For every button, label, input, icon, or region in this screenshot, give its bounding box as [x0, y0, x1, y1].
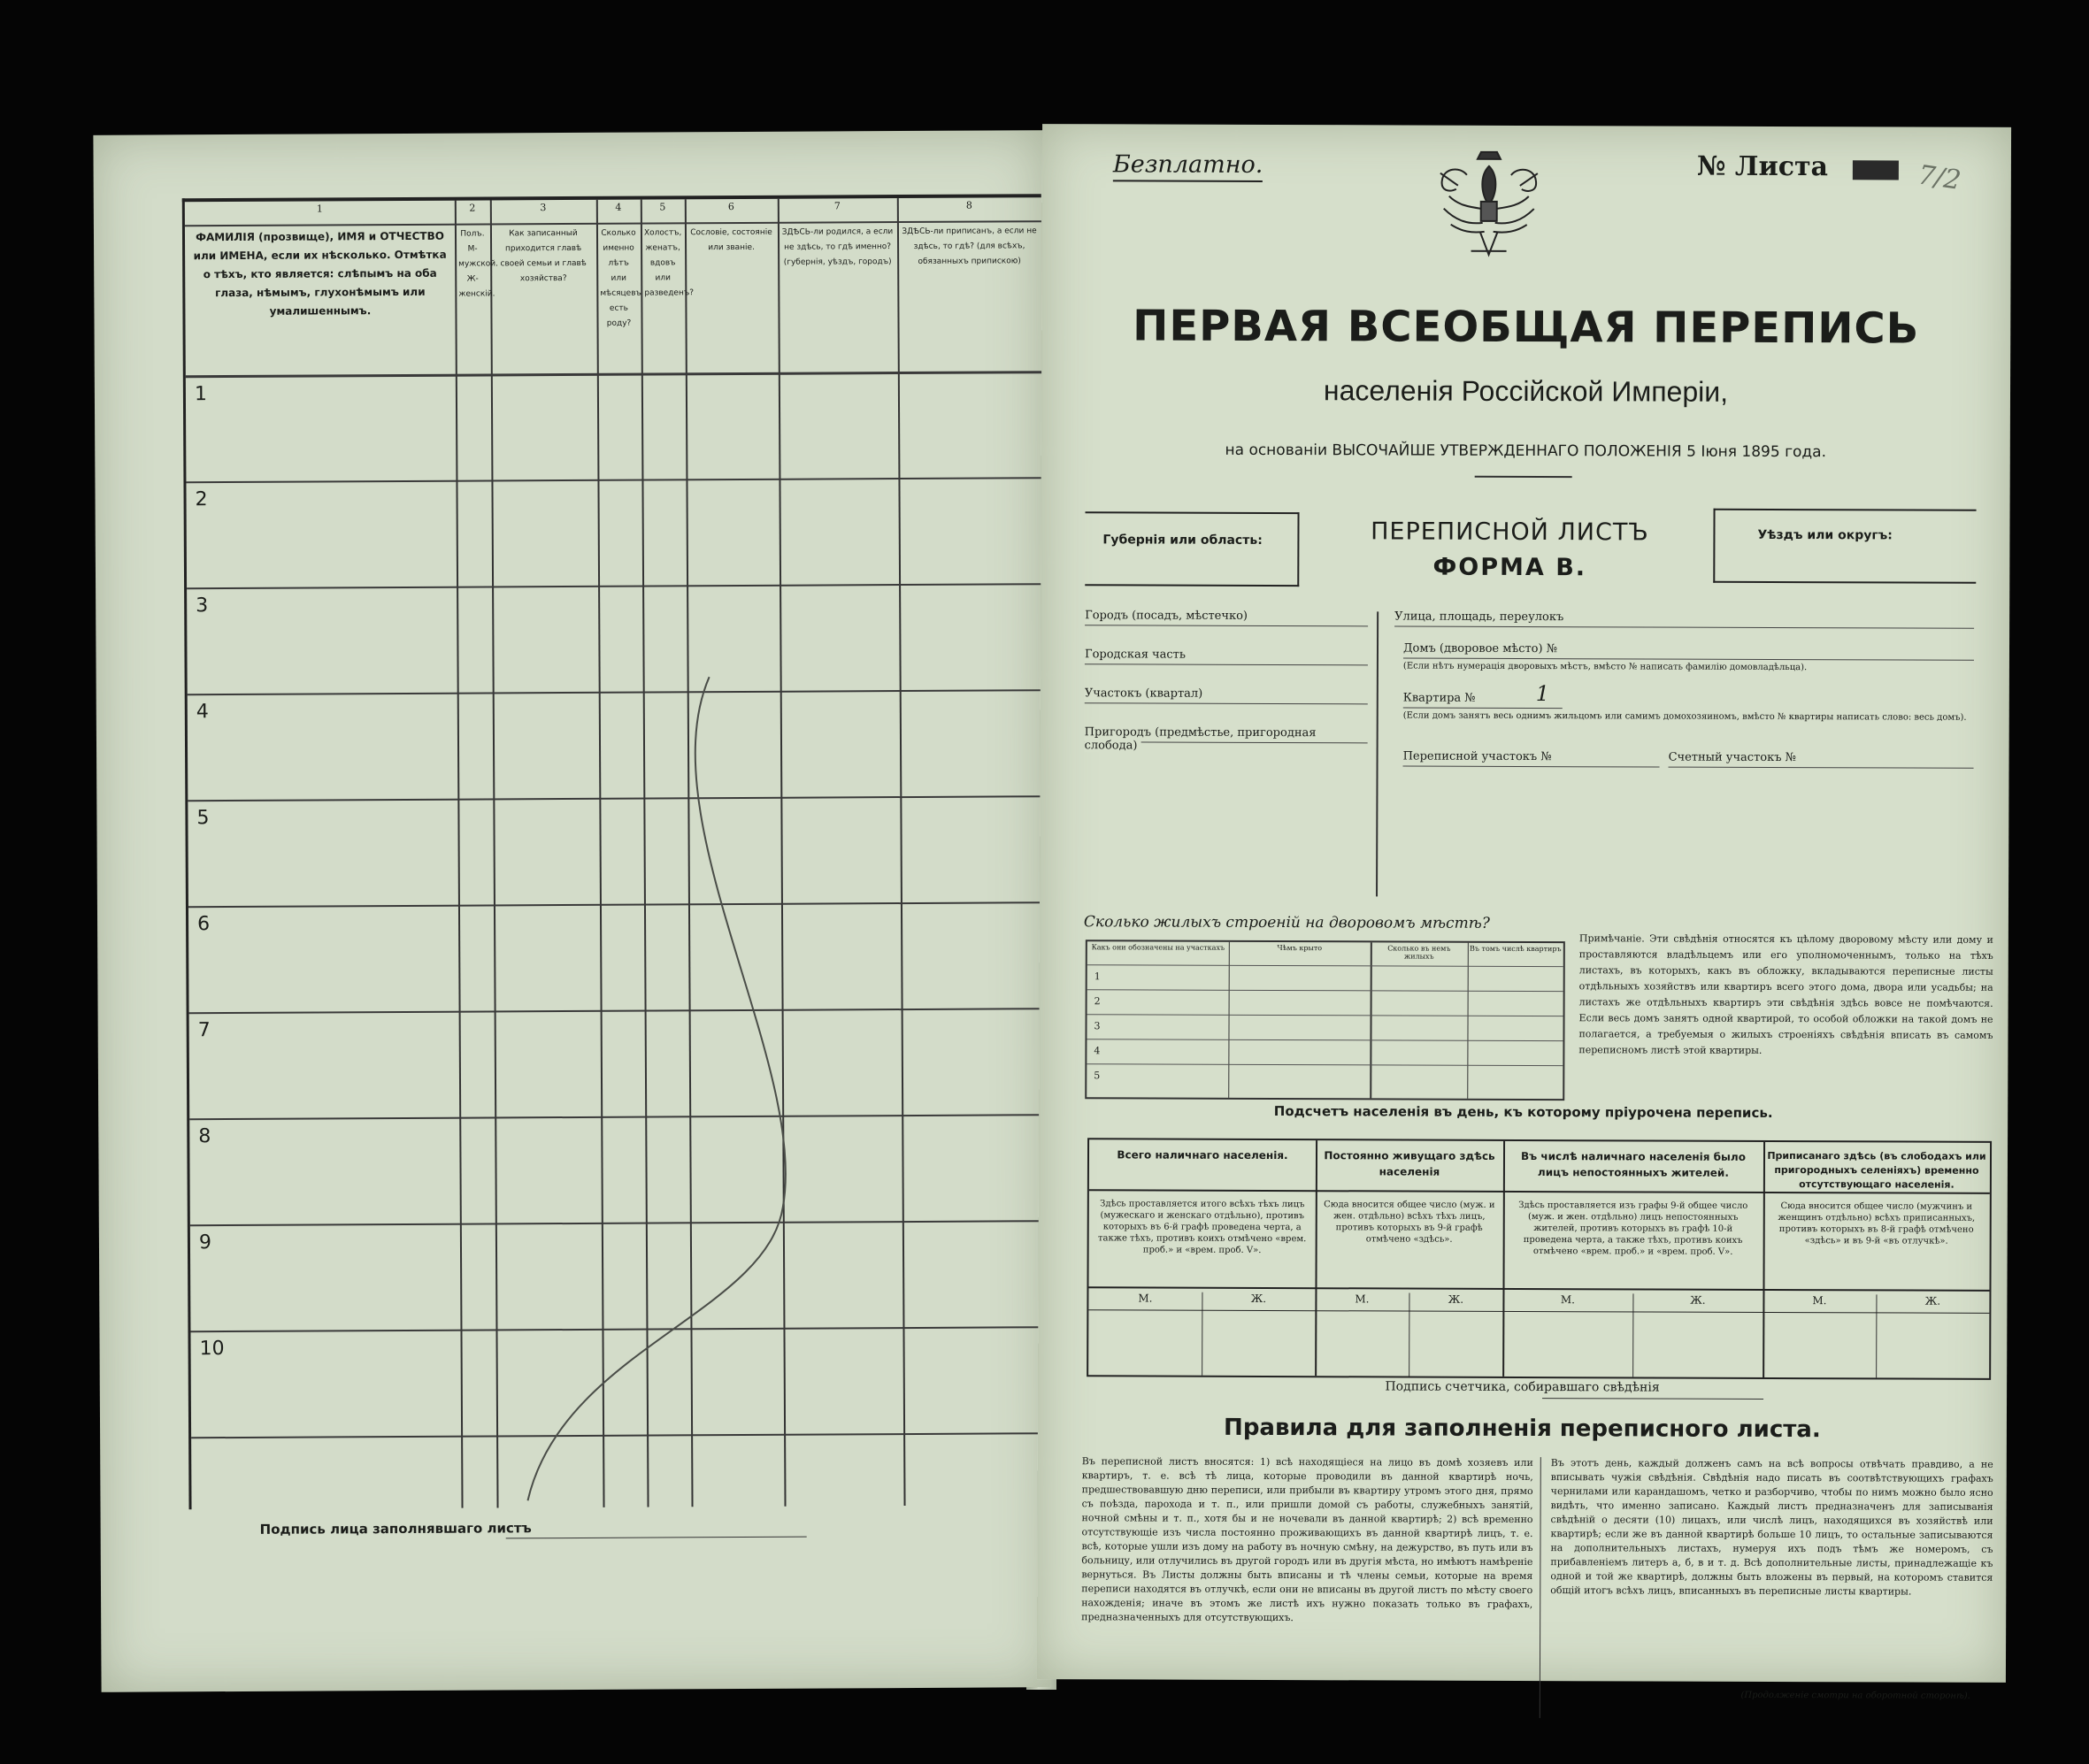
double-headed-eagle-icon [1432, 147, 1547, 266]
field-label: Участокъ (квартал) [1085, 686, 1206, 700]
column-header: ЗДѢСЬ-ли приписанъ, а если не здѣсь, то гдѣ? (для всѣхъ, обязанныхъ припискою) [902, 226, 1037, 266]
column-header: Как записанный приходится главѣ своей семьи и главѣ хозяйства? [500, 228, 587, 284]
column-number: 5 [659, 201, 666, 213]
field-street [1394, 610, 1974, 625]
population-column [1315, 1140, 1505, 1377]
male-label: М. [1812, 1294, 1827, 1308]
population-column [1088, 1139, 1317, 1376]
column-number: 3 [540, 202, 547, 214]
female-label: Ж. [1448, 1292, 1464, 1306]
field-label: Городская часть [1085, 648, 1189, 661]
row-number: 7 [197, 1019, 211, 1042]
divider [1376, 611, 1379, 896]
handwritten-sheet-number: 7/2 [1916, 159, 1963, 196]
row-number: 4 [196, 701, 209, 724]
female-label: Ж. [1690, 1293, 1706, 1307]
field-city-part [1085, 648, 1368, 662]
uezd-label: Уѣздъ или округъ: [1757, 527, 1893, 543]
column-header: ЗДѢСЬ-ли родился, а если не здѣсь, то гдѣ именно? (губернія, уѣздъ, городъ) [781, 227, 894, 267]
buildings-row-number: 2 [1094, 995, 1101, 1008]
field-label: Улица, площадь, переулокъ [1394, 610, 1567, 624]
signature-line [1542, 1398, 1763, 1400]
row-number: 1 [194, 383, 208, 406]
column-number: 1 [316, 203, 323, 215]
signature-label: Подпись лица заполнявшаго листъ [259, 1520, 532, 1538]
divider [1475, 476, 1572, 478]
row-number: 9 [198, 1231, 212, 1254]
row-number: 8 [198, 1125, 211, 1148]
male-label: М. [1138, 1292, 1153, 1305]
divider [1876, 1294, 1877, 1377]
legal-basis: на основаніи ВЫСОЧАЙШЕ УТВЕРЖДЕННАГО ПОЛОЖЕНІЯ 5 Іюня 1895 года. [1225, 441, 1827, 462]
male-label: М. [1355, 1292, 1370, 1306]
column-header: Сколько именно лѣтъ или мѣсяцевъ есть роду? [600, 228, 641, 328]
population-column [1502, 1141, 1765, 1377]
rules-text-left: Въ переписной листъ вносятся: 1) всѣ находящіеся на лицо въ домѣ хозяевъ или квартиръ, т. е. всѣ тѣ лица, которые проводили въ данной квартирѣ ночь, предшествовавшую дню переписи, или прибыли въ квартиру утромъ этого дня, прямо съ поѣзда, парохода и т. п., или пришли домой съ работы, служебныхъ занятій, ночной смѣны и т. п., хотя бы и не ночевали въ данной квартирѣ; 2) всѣ временно отсутствующіе изъ числа постоянно проживающихъ въ данной квартирѣ лицъ, т. е. всѣ, которые ушли изъ дому на работу въ ночную смѣну, на дежурство, въ путь или въ больницу, или отлучились въ другой городъ или въ другія мѣста, но имѣютъ намѣреніе вернуться. Въ Листы должны быть вписаны и тѣ члены семьи, которые на время переписи находятся въ отлучкѣ, если они не вписаны въ другой листъ по мѣсту своего нахожденія; иначе въ этомъ же листѣ ихъ нужно показать только въ графахъ, предназначенныхъ для отсутствующихъ. [1081, 1455, 1533, 1624]
column-number: 8 [965, 199, 972, 211]
census-table [182, 194, 1048, 1509]
buildings-row-number: 5 [1094, 1070, 1101, 1082]
buildings-column-header: Чѣмъ крыто [1277, 944, 1323, 953]
population-column-description: Здѣсь проставляется итого всѣхъ тѣхъ лицъ (мужескаго и женскаго отдѣльно), противъ которыхъ въ 6-й графѣ проведена черта, а также тѣхъ, противъ коихъ отмѣчено «врем. проб.» и «врем. проб. V». [1097, 1199, 1307, 1255]
population-column-header: Постоянно живущаго здѣсь населенія [1324, 1149, 1495, 1178]
field-label: Пригородъ (предмѣстье, пригородная слобода) [1084, 725, 1317, 753]
population-column [1763, 1142, 1990, 1378]
field-census-district [1403, 750, 1660, 764]
signature-line [506, 1537, 807, 1539]
column-number: 6 [727, 201, 734, 213]
field-precinct [1085, 686, 1368, 701]
column-header: ФАМИЛІЯ (прозвище), ИМЯ и ОТЧЕСТВО или ИМЕНА, если их нѣсколько. Отмѣтка о тѣхъ, кто является: слѣпымъ на оба глаза, нѣмымъ, глухонѣмымъ или умалишеннымъ. [193, 229, 447, 318]
buildings-row-number: 3 [1094, 1020, 1101, 1032]
free-label: Безплатно. [1113, 150, 1263, 182]
rules-footnote: (Продолженіе смотри на оборотной сторонѣ). [1740, 1690, 1970, 1701]
sheet-number-stamp [1853, 160, 1899, 180]
row-number: 2 [195, 488, 208, 511]
column-number: 4 [615, 201, 622, 213]
sheet-number-label: № Листа [1696, 150, 1829, 183]
gubernia-box [1085, 511, 1299, 587]
population-column-description: Сюда вносится общее число (мужчинъ и женщинъ отдѣльно) всѣхъ приписанныхъ, противъ которыхъ въ 8-й графѣ отмѣчено «здѣсь» и въ 9-й «въ отлучкѣ». [1778, 1201, 1976, 1246]
column-number: 7 [833, 200, 841, 212]
rules-title: Правила для заполненія переписного листа. [1224, 1414, 1821, 1444]
buildings-heading: Сколько жилыхъ строеній на дворовомъ мѣстѣ? [1083, 913, 1490, 932]
field-town [1085, 609, 1368, 623]
field-suburb [1085, 725, 1368, 753]
counter-signature-label: Подпись счетчика, собиравшаго свѣдѣнія [1385, 1379, 1660, 1395]
buildings-row-number: 4 [1094, 1045, 1101, 1057]
population-column-header: Всего наличнаго населенія. [1117, 1148, 1288, 1162]
field-label: Городъ (посадъ, мѣстечко) [1085, 609, 1251, 623]
divider [1540, 1457, 1541, 1718]
buildings-column-header: Въ томъ числѣ квартиръ [1470, 944, 1562, 954]
gubernia-label: Губернія или область: [1102, 533, 1263, 548]
main-title: ПЕРВАЯ ВСЕОБЩАЯ ПЕРЕПИСЬ [1133, 301, 1920, 354]
uezd-box [1713, 509, 1976, 584]
field-count-district [1669, 751, 1974, 765]
row-number: 10 [199, 1338, 225, 1361]
buildings-note: Примѣчаніе. Эти свѣдѣнія относятся къ цѣлому дворовому мѣсту или дому и проставляются владѣльцемъ или его уполномоченнымъ, только на тѣхъ листахъ, въ которыхъ, какъ въ обложку, вкладываются переписные листы отдѣльныхъ хозяйствъ или квартиръ всего этого дома, двора или усадьбы; на листахъ же отдѣльныхъ квартиръ эти свѣдѣнія здѣсь вовсе не помѣчаются. Если весь домъ занятъ одной квартирой, то особой обложки на такой домъ не полагается, а требуемыя о жилыхъ строеніяхъ свѣдѣнія вписать въ самомъ переписномъ листѣ этой квартиры. [1578, 932, 1993, 1056]
buildings-table [1085, 940, 1565, 1101]
column-number: 2 [469, 202, 476, 214]
house-note: (Если нѣтъ нумерація дворовыхъ мѣстъ, вмѣсто № написать фамилію домовладѣльца). [1402, 661, 1808, 673]
field-label: Счетный участокъ № [1669, 751, 1800, 765]
population-table [1087, 1138, 1992, 1380]
column-header: Сословіе, состояніе или званіе. [690, 227, 772, 253]
female-label: Ж. [1250, 1292, 1267, 1305]
pencil-stroke [185, 197, 1048, 1509]
right-page [1037, 124, 2011, 1701]
buildings-column-header: Какъ они обозначены на участкахъ [1091, 943, 1225, 952]
row-number: 6 [197, 913, 211, 936]
handwritten-apartment-number: 1 [1535, 681, 1550, 707]
population-heading: Подсчетъ населенія въ день, къ которому пріурочена перепись. [1273, 1103, 1773, 1121]
field-house [1403, 642, 1974, 657]
population-column-header: Приписанаго здѣсь (въ слободахъ или пригородныхъ селеніяхъ) временно отсутствующаго населенія. [1767, 1149, 1986, 1191]
buildings-column-header: Сколько въ немъ жилыхъ [1387, 944, 1451, 961]
column-header: Полъ. М-мужской. Ж-женскій. [458, 229, 499, 299]
population-column-header: Въ числѣ наличнаго населенія было лицъ непостоянныхъ жителей. [1521, 1149, 1746, 1179]
form-subtitle: ФОРМА В. [1432, 553, 1587, 582]
column-header: Холостъ, женатъ, вдовъ или разведенъ? [643, 228, 695, 298]
form-title: ПЕРЕПИСНОЙ ЛИСТЪ [1371, 518, 1649, 547]
form-header [1085, 511, 1974, 596]
male-label: М. [1560, 1293, 1576, 1307]
buildings-row-number: 1 [1094, 970, 1101, 983]
rules-text-right: Въ этотъ день, каждый долженъ самъ на всѣ вопросы отвѣчать правдиво, а не вписывать чужія свѣдѣнія. Свѣдѣнія надо писать въ соотвѣтствующихъ графахъ чернилами или карандашомъ, четко и разборчиво, чтобы по нимъ можно было ясно видѣть, что именно записано. Каждый листъ предназначенъ для записыванія свѣдѣній о десяти (10) лицахъ, или числѣ лицъ, находящихся въ хозяйствѣ или квартирѣ; если же въ данной квартирѣ больше 10 лицъ, то остальные записываются на дополнительныхъ листахъ, нумеруя ихъ подъ тѣмъ же номеромъ, съ прибавленіемъ литеръ а, б, в и т. д. Всѣ дополнительные листы, принадлежащіе къ одной и той же квартирѣ, должны быть вложены въ первый, на которомъ ставится общій итогъ всѣхъ лицъ, вписанныхъ въ переписные листы квартиры. [1550, 1457, 1993, 1598]
field-label: Квартира № [1403, 692, 1479, 705]
apartment-note: (Если домъ занятъ весь однимъ жильцомъ или самимъ домохозяиномъ, вмѣсто № квартиры написать слово: весь домъ). [1402, 710, 1967, 723]
field-label: Переписной участокъ № [1403, 750, 1555, 764]
population-column-description: Сюда вносится общее число (муж. и жен. отдѣльно) всѣхъ тѣхъ лицъ, противъ которыхъ въ 9-й графѣ отмѣчено «здѣсь». [1324, 1200, 1495, 1245]
row-number: 5 [196, 807, 210, 830]
population-column-description: Здѣсь проставляется изъ графы 9-й общее число (муж. и жен. отдѣльно) лицъ непостоянныхъ жителей, противъ которыхъ въ графѣ 10-й проведена черта, а также тѣхъ, противъ коихъ отмѣчено «врем. проб.» и «врем. проб. V». [1518, 1200, 1748, 1257]
subtitle: населенія Россійской Имперіи, [1323, 374, 1729, 408]
row-number: 3 [196, 594, 209, 617]
divider [1632, 1293, 1633, 1377]
left-page [93, 130, 1050, 1692]
female-label: Ж. [1924, 1294, 1941, 1308]
field-label: Домъ (дворовое мѣсто) № [1403, 642, 1561, 656]
